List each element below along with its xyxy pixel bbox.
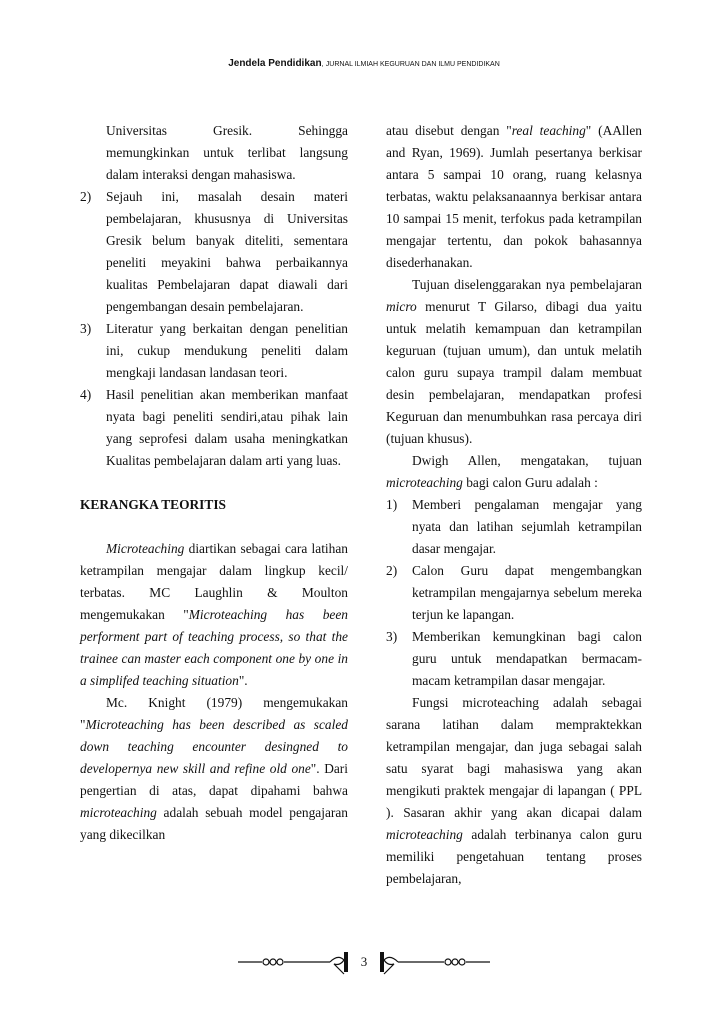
text-italic: Microteaching has been described as scaled down teaching encounter desingned to developernya new skill and refine old one (80, 717, 348, 776)
text-italic: microteaching (386, 475, 463, 490)
page-number: 3 (360, 954, 368, 969)
journal-subtitle: JURNAL ILMIAH KEGURUAN DAN ILMU PENDIDIKAN (325, 61, 500, 68)
list-item (80, 318, 348, 384)
text-italic: real teaching (511, 123, 586, 138)
list-item (386, 494, 642, 560)
text-run: bagi calon Guru adalah : (462, 475, 598, 490)
text-run: menurut T Gilarso, dibagi dua yaitu untuk melatih kemampuan dan ketrampilan keguruan (tujuan umum), dan untuk melatih calon guru supaya trampil dalam membuat desin pembelajaran, mendapatkan profesi Keguruan dan menumbuhkan rasa percaya diri (tujuan khusus). (386, 299, 642, 446)
paragraph-tujuan (386, 274, 642, 450)
page-footer (0, 948, 728, 978)
text-italic: micro (386, 299, 417, 314)
list-item-text: Memberi pengalaman mengajar yang nyata dan latihan sejumlah ketrampilan dasar mengajar. (412, 497, 642, 556)
list-item (386, 626, 642, 692)
journal-name: Jendela Pendidikan (228, 58, 322, 69)
text-run: adalah sebuah model pengajaran yang dikecilkan (80, 805, 348, 842)
list-item-text: Literatur yang berkaitan dengan penelitian ini, cukup mendukung peneliti dalam mengkaji landasan landasan teori. (106, 321, 348, 380)
text-run: adalah terbinanya calon guru memiliki pengetahuan tentang proses pembelajaran, (386, 827, 642, 886)
list-item-text: Sejauh ini, masalah desain materi pembelajaran, khususnya di Universitas Gresik belum banyak diteliti, sementara peneliti meyakini bahwa perbaikannya kualitas Pembelajaran dapat diawali dari pengembangan desain pembelajaran. (106, 189, 348, 314)
text-run: diartikan sebagai cara latihan ketrampilan mengajar dalam lingkup kecil/ terbatas. MC Laughlin & Moulton mengemukakan " (80, 541, 348, 622)
list-item-continuation: Universitas Gresik. Sehingga memungkinkan untuk terlibat langsung dalam interaksi dengan mahasiswa. (106, 123, 348, 182)
list-item-number: 2) (386, 563, 398, 578)
list-item-text: Calon Guru dapat mengembangkan ketrampilan mengajarnya sebelum mereka terjun ke lapangan. (412, 563, 642, 622)
text-run: Tujuan diselenggarakan nya pembelajaran (412, 277, 642, 292)
text-run: Mc. Knight (1979) mengemukakan " (80, 695, 348, 732)
list-item-number: 1) (386, 497, 398, 512)
text-run: atau disebut dengan " (386, 123, 512, 138)
list-item-text: Memberikan kemungkinan bagi calon guru untuk mendapatkan bermacam-macam ketrampilan dasar mengajar. (412, 629, 642, 688)
list-item (386, 560, 642, 626)
running-header (0, 57, 728, 71)
text-run: ". (238, 673, 248, 688)
paragraph-microteaching-definition (80, 538, 348, 692)
text-run: " (AAllen and Ryan, 1969). Jumlah pesertanya berkisar antara 5 sampai 10 orang, ruang kelasnya terbatas, waktu pelaksanaannya berkisar antara 10 sampai 15 menit, terfokus pada ketrampilan mengajar tertentu, dan pokok bahasannya disederhanakan. (386, 123, 642, 270)
left-column (80, 120, 348, 846)
paragraph-real-teaching (386, 120, 642, 274)
list-item-text: Hasil penelitian akan memberikan manfaat nyata bagi peneliti sendiri,atau pihak lain yang seprofesi dalam usaha meningkatkan Kualitas pembelajaran dalam arti yang luas. (106, 387, 348, 468)
list-item (80, 186, 348, 318)
paragraph-fungsi (386, 692, 642, 890)
section-heading: KERANGKA TEORITIS (80, 497, 226, 512)
text-italic: microteaching (386, 827, 463, 842)
right-column (386, 120, 642, 890)
text-run: Fungsi microteaching adalah sebagai sarana latihan dalam mempraktekkan ketrampilan mengajar, dan juga sebagai salah satu syarat bagi mahasiswa yang akan mengikuti praktek mengajar di lapangan ( PPL ). Sasaran akhir yang akan dicapai dalam (386, 695, 642, 820)
list-item-number: 4) (80, 387, 92, 402)
text-italic: Microteaching has been performent part of teaching process, so that the trainee can master each component one by one in a simplifed teaching situation (80, 607, 348, 688)
header-separator: , (321, 61, 324, 68)
list-item-number: 2) (80, 189, 92, 204)
paragraph-mc-knight (80, 692, 348, 846)
text-run: Dwigh Allen, mengatakan, tujuan (412, 453, 642, 468)
text-italic: Microteaching (106, 541, 185, 556)
list-item-number: 3) (386, 629, 398, 644)
list-item-number: 3) (80, 321, 92, 336)
list-item (80, 384, 348, 472)
text-italic: microteaching (80, 805, 157, 820)
text-run: ". Dari pengertian di atas, dapat dipahami bahwa (80, 761, 348, 798)
paragraph-dwigh-allen (386, 450, 642, 494)
